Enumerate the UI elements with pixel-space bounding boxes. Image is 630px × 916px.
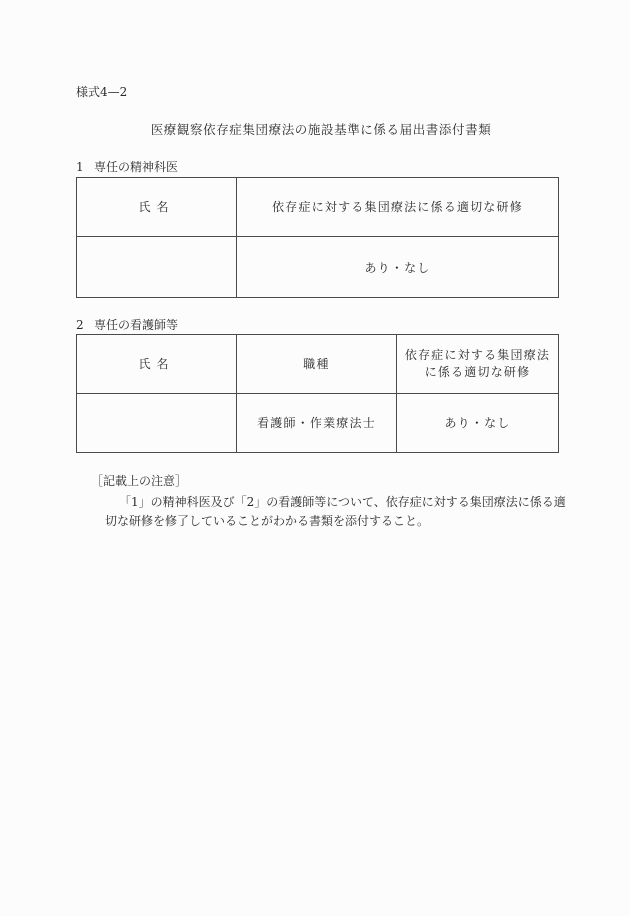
table-row (77, 237, 559, 298)
nurse-table (76, 334, 559, 453)
notes-body (91, 493, 566, 531)
section-1-heading (76, 160, 178, 174)
header-training: 依存症に対する集団療法に係る適切な研修 (237, 178, 559, 237)
header-training (397, 335, 559, 394)
training-cell[interactable]: あり・なし (397, 394, 559, 453)
form-number: 様式4—2 (76, 85, 128, 99)
name-cell[interactable] (77, 237, 237, 298)
notes-line-2: 切な研修を修了していることがわかる書類を添付すること。 (105, 514, 430, 528)
header-occupation: 職種 (237, 335, 397, 394)
section-1-title: 専任の精神科医 (94, 160, 179, 174)
psychiatrist-table (76, 177, 559, 298)
notes-heading: ［記載上の注意］ (91, 474, 188, 488)
table-header-row (77, 178, 559, 237)
section-1-number: 1 (76, 160, 84, 174)
notes-line-1: 「1」の精神科医及び「2」の看護師等について、依存症に対する集団療法に係る適 (119, 495, 566, 509)
section-2-number: 2 (76, 318, 84, 332)
document-title: 医療観察依存症集団療法の施設基準に係る届出書添付書類 (150, 122, 492, 137)
section-2-heading (76, 318, 178, 332)
name-cell[interactable] (77, 394, 237, 453)
section-2-title: 専任の看護師等 (94, 318, 179, 332)
table-row (77, 394, 559, 453)
header-name: 氏名 (77, 178, 237, 237)
occupation-cell[interactable]: 看護師・作業療法士 (237, 394, 397, 453)
header-training-line2: に係る適切な研修 (424, 365, 531, 379)
header-name: 氏名 (77, 335, 237, 394)
training-cell[interactable]: あり・なし (237, 237, 559, 298)
header-training-line1: 依存症に対する集団療法 (404, 348, 551, 362)
table-header-row (77, 335, 559, 394)
